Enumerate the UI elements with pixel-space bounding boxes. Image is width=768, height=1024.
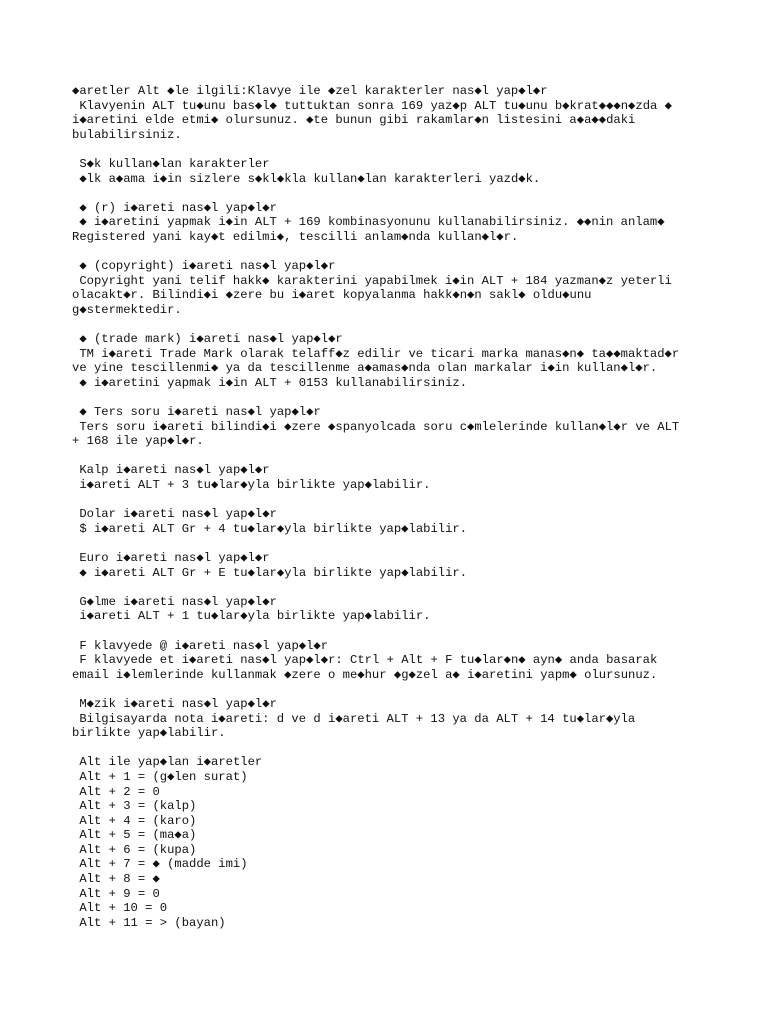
text-line: i◆aretini elde etmi◆ olursunuz. ◆te bunun gibi rakamlar◆n listesini a◆a◆◆daki xyxy=(72,113,636,128)
text-line: email i◆lemlerinde kullanmak ◆zere o me◆hur ◆g◆zel a◆ i◆aretini yapm◆ olursunuz. xyxy=(72,667,658,682)
blank-line xyxy=(72,142,732,157)
text-line: Alt + 3 = (kalp) xyxy=(72,799,197,814)
text-line: Dolar i◆areti nas◆l yap◆l◆r xyxy=(72,507,277,522)
text-line: Ters soru i◆areti bilindi◆i ◆zere ◆spanyolcada soru c◆mlelerinde kullan◆l◆r ve ALT xyxy=(72,419,680,434)
text-line: + 168 ile yap◆l◆r. xyxy=(72,434,204,449)
blank-line xyxy=(72,580,732,595)
text-line: $ i◆areti ALT Gr + 4 tu◆lar◆yla birlikte yap◆labilir. xyxy=(72,521,468,536)
text-line: g◆stermektedir. xyxy=(72,302,182,317)
text-line: G◆lme i◆areti nas◆l yap◆l◆r xyxy=(72,594,277,609)
text-line: TM i◆areti Trade Mark olarak telaff◆z edilir ve ticari marka manas◆n◆ ta◆◆maktad◆r xyxy=(72,346,680,361)
blank-line xyxy=(72,493,732,508)
text-line: ◆ (trade mark) i◆areti nas◆l yap◆l◆r xyxy=(72,332,343,347)
text-line: ◆ i◆aretini yapmak i◆in ALT + 169 kombinasyonunu kullanabilirsiniz. ◆◆nin anlam◆ xyxy=(72,215,665,230)
text-line: ◆ i◆areti ALT Gr + E tu◆lar◆yla birlikte yap◆labilir. xyxy=(72,565,468,580)
text-line: i◆areti ALT + 1 tu◆lar◆yla birlikte yap◆labilir. xyxy=(72,609,431,624)
text-line: Alt + 4 = (karo) xyxy=(72,813,197,828)
text-line: i◆areti ALT + 3 tu◆lar◆yla birlikte yap◆labilir. xyxy=(72,478,431,493)
blank-line xyxy=(72,741,732,756)
blank-line xyxy=(72,682,732,697)
text-line: F klavyede et i◆areti nas◆l yap◆l◆r: Ctrl + Alt + F tu◆lar◆n◆ ayn◆ anda basarak xyxy=(72,653,658,668)
text-line: Alt + 6 = (kupa) xyxy=(72,842,197,857)
text-line: birlikte yap◆labilir. xyxy=(72,726,226,741)
text-line: ◆ i◆aretini yapmak i◆in ALT + 0153 kullanabilirsiniz. xyxy=(72,375,468,390)
text-line: bulabilirsiniz. xyxy=(72,127,182,142)
text-line: ◆ Ters soru i◆areti nas◆l yap◆l◆r xyxy=(72,405,321,420)
text-line: F klavyede @ i◆areti nas◆l yap◆l◆r xyxy=(72,638,329,653)
text-line: Alt + 9 = 0 xyxy=(72,886,160,901)
text-line: ◆lk a◆ama i◆in sizlere s◆kl◆kla kullan◆lan karakterleri yazd◆k. xyxy=(72,171,541,186)
text-line: Kalp i◆areti nas◆l yap◆l◆r xyxy=(72,463,270,478)
text-line: Registered yani kay◆t edilmi◆, tescilli anlam◆nda kullan◆l◆r. xyxy=(72,229,519,244)
blank-line xyxy=(72,536,732,551)
text-line: Euro i◆areti nas◆l yap◆l◆r xyxy=(72,551,270,565)
text-line: Klavyenin ALT tu◆unu bas◆l◆ tuttuktan sonra 169 yaz◆p ALT tu◆unu b◆krat◆◆◆n◆zda ◆ xyxy=(72,98,672,113)
text-line: M◆zik i◆areti nas◆l yap◆l◆r xyxy=(72,696,277,711)
text-line: Alt + 2 = 0 xyxy=(72,784,160,799)
text-line: olacakt◆r. Bilindi◆i ◆zere bu i◆aret kopyalanma hakk◆n◆n sakl◆ oldu◆unu xyxy=(72,288,592,303)
text-line: Alt + 5 = (ma◆a) xyxy=(72,828,197,843)
text-line: ve yine tescillenmi◆ ya da tescillenme a◆amas◆nda olan markalar i◆in kullan◆l◆r. xyxy=(72,361,658,376)
blank-line xyxy=(72,245,732,260)
document-page xyxy=(72,84,732,930)
text-line: Alt + 8 = ◆ xyxy=(72,872,160,887)
text-line: S◆k kullan◆lan karakterler xyxy=(72,156,270,171)
text-line: ◆ (copyright) i◆areti nas◆l yap◆l◆r xyxy=(72,259,336,274)
text-line: Alt ile yap◆lan i◆aretler xyxy=(72,755,263,770)
text-line: Bilgisayarda nota i◆areti: d ve d i◆areti ALT + 13 ya da ALT + 14 tu◆lar◆yla xyxy=(72,711,636,726)
text-line: Alt + 10 = 0 xyxy=(72,901,168,916)
text-line: ◆aretler Alt ◆le ilgili:Klavye ile ◆zel karakterler nas◆l yap◆l◆r xyxy=(72,84,548,98)
text-line: ◆ (r) i◆areti nas◆l yap◆l◆r xyxy=(72,200,277,215)
text-line: Alt + 1 = (g◆len surat) xyxy=(72,769,248,784)
blank-line xyxy=(72,624,732,639)
text-line: Alt + 7 = ◆ (madde imi) xyxy=(72,857,248,872)
blank-line xyxy=(72,186,732,201)
blank-line xyxy=(72,449,732,464)
blank-line xyxy=(72,390,732,405)
text-line: Copyright yani telif hakk◆ karakterini yapabilmek i◆in ALT + 184 yazman◆z yeterli xyxy=(72,273,672,288)
text-line: Alt + 11 = > (bayan) xyxy=(72,915,226,930)
blank-line xyxy=(72,318,732,333)
